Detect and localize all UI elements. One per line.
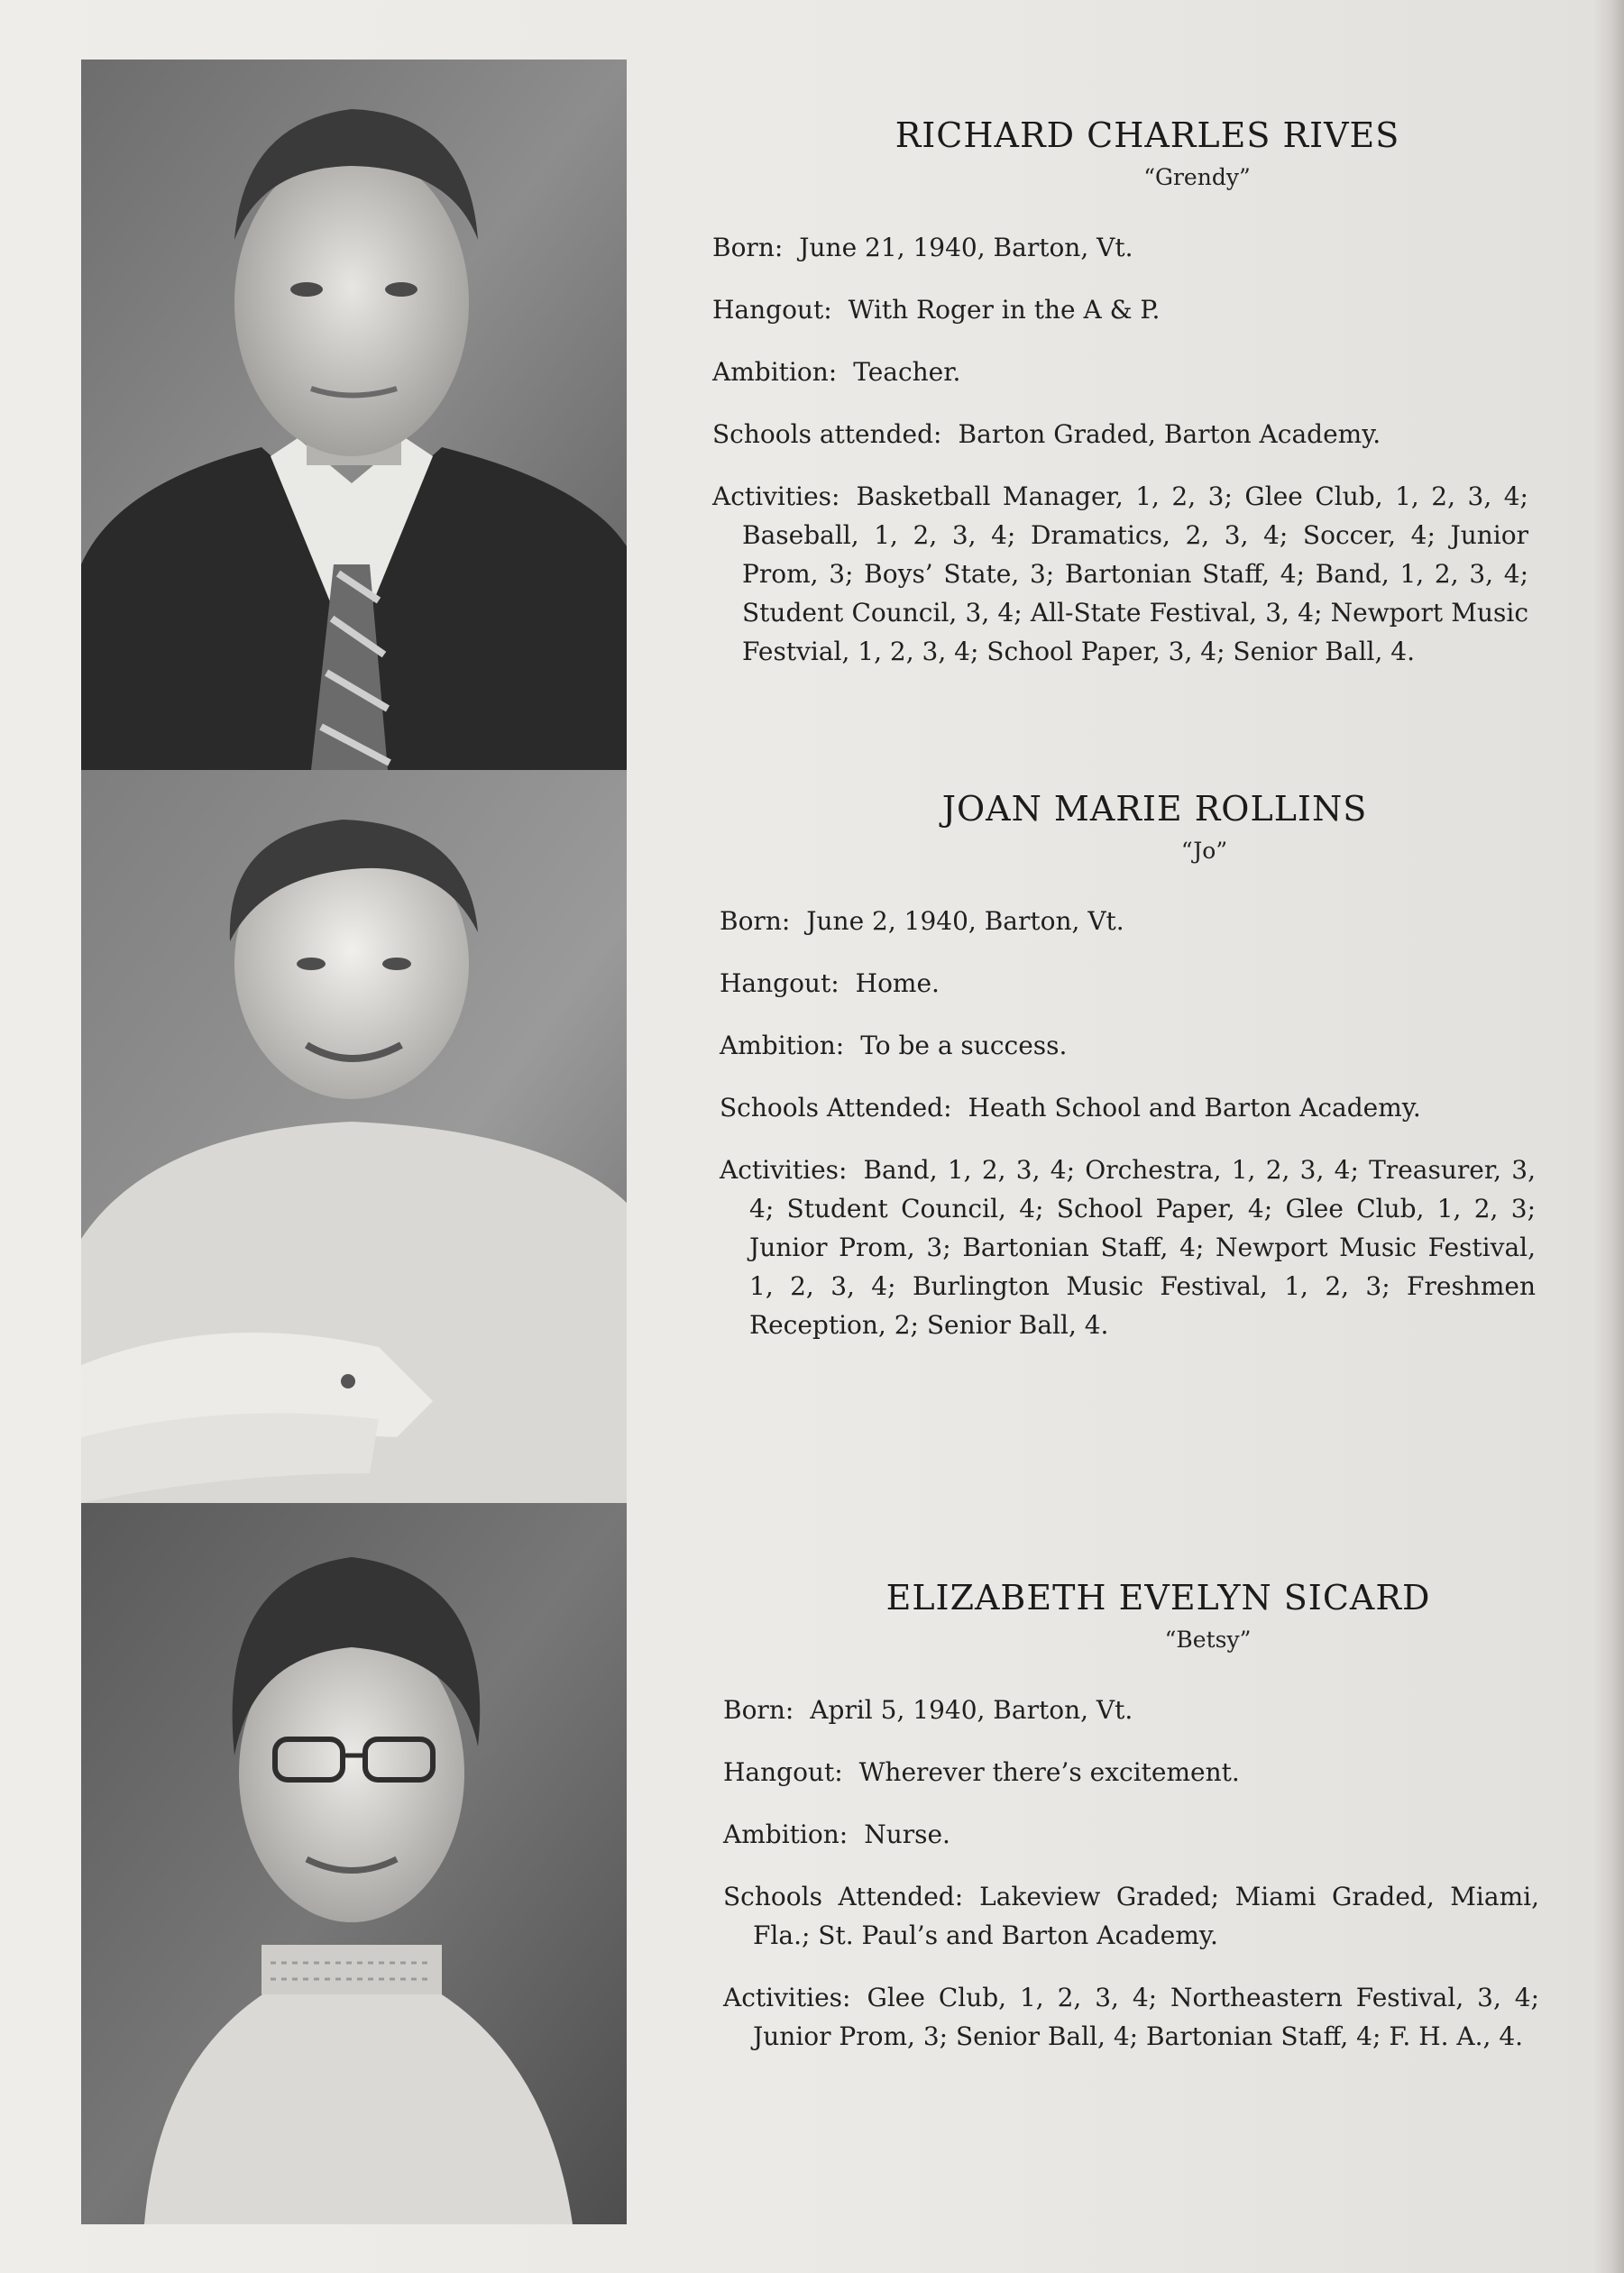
schools-line [720, 1088, 1536, 1127]
schools-value: Lakeview Graded; Miami Graded, Miami, Fla.; St. Paul’s and Barton Academy. [753, 1882, 1539, 1950]
born-value: June 2, 1940, Barton, Vt. [806, 906, 1124, 936]
student-nickname: “Betsy” [1164, 1627, 1252, 1653]
activities-label: Activities: [712, 481, 840, 511]
hangout-label: Hangout: [712, 295, 832, 325]
student-entry-joan-rollins [720, 789, 1536, 1344]
hangout-line [720, 964, 1536, 1003]
student-name: RICHARD CHARLES RIVES [895, 115, 1400, 155]
hangout-label: Hangout: [723, 1757, 843, 1787]
schools-value: Heath School and Barton Academy. [968, 1093, 1421, 1123]
student-entry-elizabeth-sicard [723, 1578, 1539, 2056]
hangout-value: Wherever there’s excitement. [858, 1757, 1240, 1787]
hangout-line [723, 1753, 1539, 1792]
born-line [720, 902, 1536, 940]
activities-line [723, 1978, 1539, 2056]
born-label: Born: [723, 1695, 794, 1725]
ambition-label: Ambition: [712, 357, 838, 387]
ambition-value: Teacher. [853, 357, 961, 387]
activities-line [720, 1150, 1536, 1344]
schools-value: Barton Graded, Barton Academy. [958, 419, 1381, 449]
page-binding-shadow [1593, 0, 1624, 2273]
born-line [712, 228, 1528, 267]
student-nickname: “Grendy” [1143, 164, 1251, 190]
student-name: JOAN MARIE ROLLINS [941, 789, 1368, 829]
schools-line [712, 415, 1528, 454]
ambition-label: Ambition: [720, 1031, 845, 1060]
hangout-value: With Roger in the A & P. [848, 295, 1161, 325]
student-name: ELIZABETH EVELYN SICARD [885, 1578, 1431, 1618]
activities-label: Activities: [720, 1155, 848, 1185]
activities-label: Activities: [723, 1983, 851, 2012]
student-entry-richard-rives [712, 115, 1528, 671]
born-value: June 21, 1940, Barton, Vt. [799, 233, 1133, 262]
schools-label: Schools Attended: [720, 1093, 952, 1123]
ambition-line [723, 1815, 1539, 1854]
hangout-line [712, 290, 1528, 329]
born-label: Born: [720, 906, 791, 936]
schools-line [723, 1877, 1539, 1955]
ambition-label: Ambition: [723, 1819, 849, 1849]
born-line [723, 1691, 1539, 1729]
ambition-value: To be a success. [860, 1031, 1068, 1060]
hangout-value: Home. [855, 968, 940, 998]
ambition-value: Nurse. [864, 1819, 950, 1849]
schools-label: Schools attended: [712, 419, 942, 449]
activities-line [712, 477, 1528, 671]
born-value: April 5, 1940, Barton, Vt. [810, 1695, 1133, 1725]
portrait-photo-joan-rollins [81, 770, 627, 1503]
ambition-line [720, 1026, 1536, 1065]
born-label: Born: [712, 233, 784, 262]
hangout-label: Hangout: [720, 968, 840, 998]
portrait-photo-richard-rives [81, 60, 627, 770]
activities-value: Band, 1, 2, 3, 4; Orchestra, 1, 2, 3, 4; Treasurer, 3, 4; Student Council, 4; School Paper, 4; Glee Club, 1, 2, 3; Junior Prom, 3; Bartonian Staff, 4; Newport Music Festival, 1, 2, 3, 4; Burlington Music Festival, 1, 2, 3; Freshmen Reception, 2; Senior Ball, 4. [749, 1155, 1536, 1340]
ambition-line [712, 353, 1528, 391]
schools-label: Schools Attended: [723, 1882, 964, 1911]
activities-value: Basketball Manager, 1, 2, 3; Glee Club, 1, 2, 3, 4; Baseball, 1, 2, 3, 4; Dramatics, 2, 3, 4; Soccer, 4; Junior Prom, 3; Boys’ State, 3; Bartonian Staff, 4; Band, 1, 2, 3, 4; Student Council, 3, 4; All-State Festival, 3, 4; Newport Music Festvial, 1, 2, 3, 4; School Paper, 3, 4; Senior Ball, 4. [742, 481, 1528, 666]
activities-value: Glee Club, 1, 2, 3, 4; Northeastern Festival, 3, 4; Junior Prom, 3; Senior Ball, 4; Bartonian Staff, 4; F. H. A., 4. [753, 1983, 1539, 2051]
portrait-photo-elizabeth-sicard [81, 1503, 627, 2224]
student-nickname: “Jo” [1180, 838, 1228, 864]
